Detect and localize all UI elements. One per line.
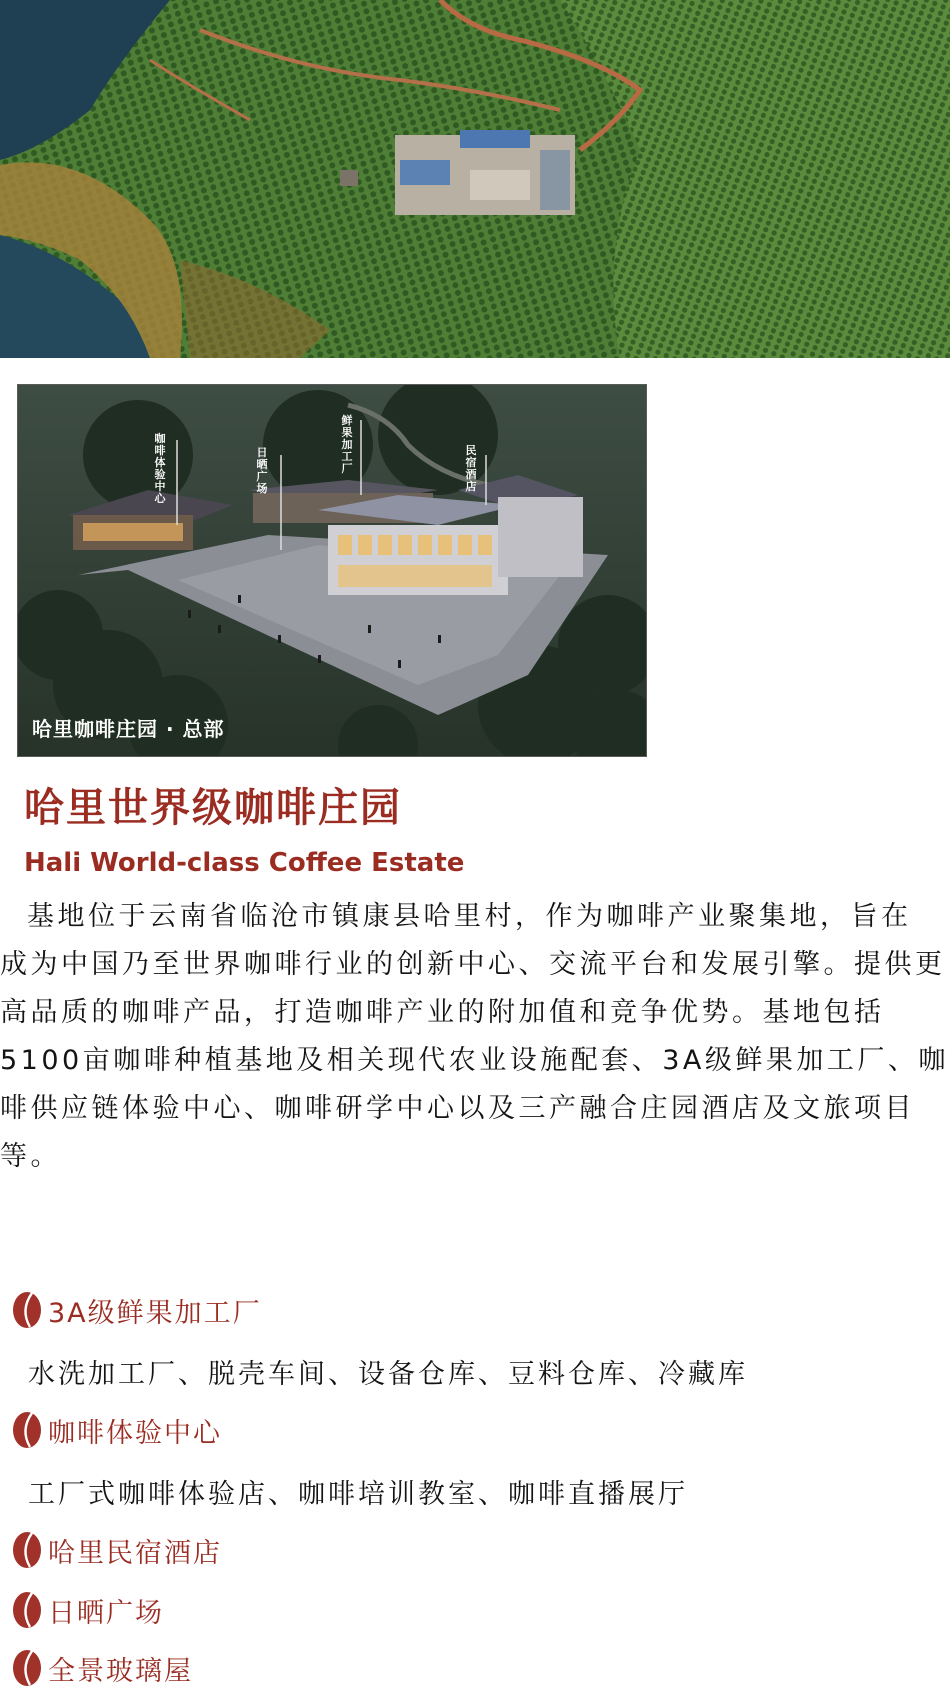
feature-item [10, 1288, 262, 1332]
feature-description: 水洗加工厂、脱壳车间、设备仓库、豆料仓库、冷藏库 [28, 1359, 748, 1390]
rendering-caption: 哈里咖啡庄园 · 总部 [32, 717, 225, 741]
coffee-bean-icon [10, 1290, 44, 1330]
label-sun-drying-plaza: 日晒广场 [256, 446, 268, 495]
aerial-photo [0, 0, 950, 358]
coffee-bean-icon [10, 1648, 44, 1688]
coffee-bean-icon [10, 1410, 44, 1450]
feature-title: 日晒广场 [48, 1597, 164, 1629]
page-title: 哈里世界级咖啡庄园 [24, 785, 402, 831]
coffee-bean-icon [10, 1530, 44, 1570]
feature-item [10, 1408, 222, 1452]
feature-item [10, 1528, 222, 1572]
feature-title: 全景玻璃屋 [48, 1655, 193, 1687]
feature-title: 咖啡体验中心 [48, 1417, 222, 1449]
page-subtitle: Hali World-class Coffee Estate [24, 848, 465, 878]
feature-title: 哈里民宿酒店 [48, 1537, 222, 1569]
label-experience-center: 咖啡体验中心 [154, 432, 166, 505]
feature-title: 3A级鲜果加工厂 [48, 1297, 262, 1329]
label-homestay-hotel: 民宿酒店 [465, 444, 477, 493]
feature-item [10, 1588, 164, 1632]
feature-item [10, 1646, 193, 1690]
headquarters-rendering [17, 384, 647, 757]
coffee-bean-icon [10, 1590, 44, 1630]
intro-paragraph: 基地位于云南省临沧市镇康县哈里村，作为咖啡产业聚集地，旨在 成为中国乃至世界咖啡行业的创新中心、交流平台和发展引擎。提供更高品质的咖啡产品，打造咖啡产业的附加值和竞争优势。基地包括5100亩咖啡种植基地及相关现代农业设施配套、3A级鲜果加工厂、咖啡供应链体验中心、咖啡研学中心以及三产融合庄园酒店及文旅项目等。 [0, 901, 949, 1172]
feature-description: 工厂式咖啡体验店、咖啡培训教室、咖啡直播展厅 [28, 1479, 688, 1510]
label-fresh-fruit-factory: 鲜果加工厂 [341, 414, 353, 475]
